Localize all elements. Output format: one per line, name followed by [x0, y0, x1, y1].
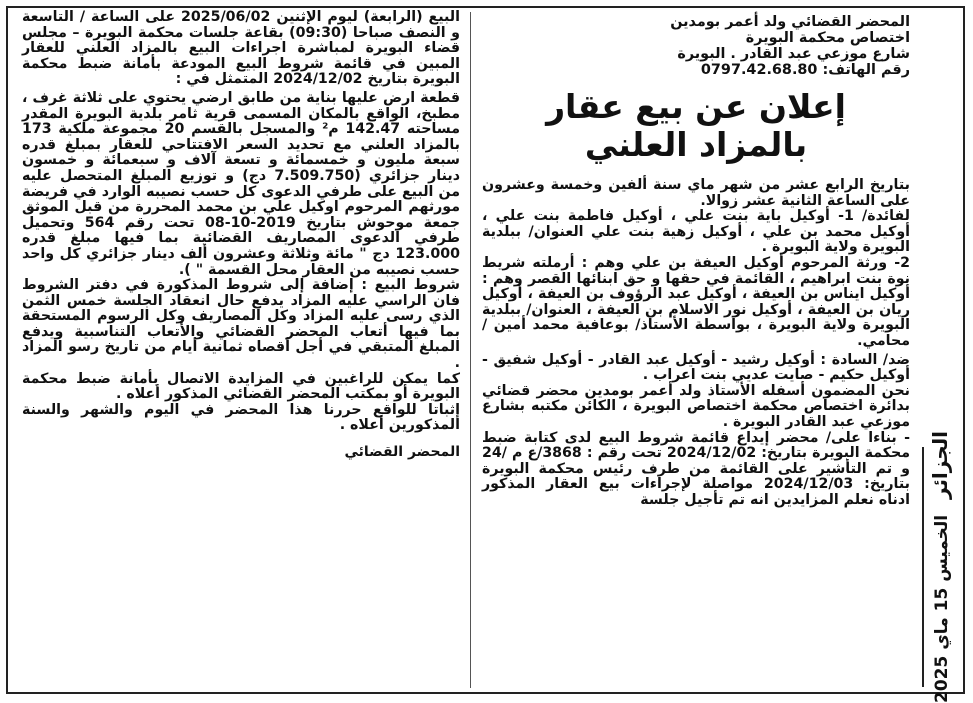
- right-paragraph: لفائدة/ 1- أوكيل باية بنت علي ، أوكيل فاطمة بنت علي ، أوكيل محمد بن علي ، أوكيل زهية بنت علي العنوان/ ببلدية البويرة ولاية البويرة .: [482, 208, 910, 256]
- left-paragraph: قطعة ارض عليها بناية من طابق ارضي يحتوي على ثلاثة غرف ، مطبخ، الواقع بالمكان المسمى قرية ثامر بلدية البويرة المقدر مساحته 142.47 م² والمسجل بالقسم 20 مجموعة ملكية 173 بالمزاد العلني مع تحديد السعر الافتتاحي للعقار بمبلغ قدره سبعة مليون و خمسمائة و تسعة آلاف و سبعمائة و خمسون دينار جزائري (7.509.750 دج) و توزيع المبلغ المتحصل عليه من البيع على طرفي الدعوى كل حسب نصيبه الوارد في فريضة مورثهم المرحوم اوكيل علي بن محمد المحررة من قبل الموثق جمعة موحوش بتاريخ 2019-10-08 تحت رقم 564 وتحميل طرفي الدعوى المصاريف القضائية بما فيها مبلغ قدره 123.000 دج " مائة وثلاثة وعشرون ألف دينار جزائري كل واحد حسب نصيبه من العقار محل القسمة " ).: [22, 89, 461, 278]
- bailiff-phone: رقم الهاتف: 0797.42.68.80: [700, 62, 910, 78]
- right-paragraph: بتاريخ الرابع عشر من شهر ماي سنة ألفين وخمسة وعشرون على الساعة الثانية عشر زوالا.: [482, 177, 910, 209]
- left-paragraph: البيع (الرابعة) ليوم الإثنين 2025/06/02 على الساعة / التاسعة و النصف صباحا (09:30) بقاعة جلسات محكمة البويرة – مجلس قضاء البويرة لمباشرة اجراءات البيع بالمزاد العلني للعقار المبين في قائمة شروط البيع المودعة بأمانة ضبط محكمة البويرة بتاريخ 2024/12/02 المتمثل في :: [22, 10, 460, 88]
- bailiff-jurisdiction: اختصاص محكمة البويرة: [745, 30, 910, 46]
- signature: المحضر القضائي: [344, 444, 460, 461]
- column-divider: [470, 12, 471, 688]
- right-paragraph: - بناءا على/ محضر إيداع قائمة شروط البيع لدى كتابة ضبط محكمة البويرة بتاريخ: 2024/12/02 تحت رقم : 3868/ع م /24 و تم التأشير على القائمة من طرف رئيس محكمة البويرة بتاريخ: 2024/12/03 مواصلة لإجراءات بيع العقار المذكور ادناه نعلم المزايدين انه تم تأجيل جلسة: [482, 429, 911, 508]
- right-paragraph: ضد/ السادة : أوكيل رشيد - أوكيل عبد القادر - أوكيل شفيق - أوكيل حكيم - صايت عديي بنت اعراب .: [482, 351, 910, 384]
- newspaper-side-strip: [922, 430, 956, 703]
- left-column: [14, 10, 466, 694]
- bailiff-name: المحضر القضائي ولد أعمر بومدين: [670, 14, 910, 30]
- bailiff-address: شارع موزعي عبد القادر . البويرة: [677, 46, 910, 62]
- side-label: [928, 431, 952, 703]
- issue-date: الخميس 15 ماي 2025: [932, 514, 952, 703]
- left-paragraph: إثباتا للواقع حررنا هذا المحضر في اليوم والشهر والسنة المذكورين أعلاه .: [22, 401, 460, 434]
- notice-title: إعلان عن بيع عقار بالمزاد العلني: [546, 87, 846, 164]
- right-column: [478, 10, 918, 694]
- right-paragraph: 2- ورثة المرحوم أوكيل العيفة بن علي وهم : أرملته شريط نوة بنت ابراهيم ، القائمة في حقها و حق ابنائها القصر وهم : أوكيل ايناس بن العيفة ، أوكيل عبد الرؤوف بن العيفة ، أوكيل ريان بن العيفة ، أوكيل نور الاسلام بن العيفة ، العنوان/ ببلدية البويرة ولاية البويرة ، بواسطة الأستاذ/ بوعافية محمد أمين / محامي.: [482, 254, 910, 349]
- newspaper-logo: الجزائر: [928, 430, 952, 500]
- left-paragraph: شروط البيع : إضافة إلى شروط المذكورة في دفتر الشروط فان الراسي عليه المزاد يدفع حال انعقاد الجلسة خمس الثمن الذي رسى عليه المزاد وكل المصاريف وكل الرسوم المستحقة بما فيها أتعاب المحضر القضائي والأتعاب التناسبية ويدفع المبلغ المتبقي في أجل أقصاه ثمانية أيام من تاريخ رسو المزاد .: [22, 277, 460, 372]
- left-paragraph: كما يمكن للراغبين في المزايدة الاتصال بأمانة ضبط محكمة البويرة أو بمكتب المحضر القضائي المذكور أعلاه .: [22, 370, 460, 403]
- right-paragraph: نحن المضمون أسفله الأستاذ ولد أعمر بومدين محضر قضائي بدائرة اختصاص محكمة اختصاص البويرة ، الكائن مكتبه بشارع موزعي عبد القادر البويرة .: [482, 382, 910, 430]
